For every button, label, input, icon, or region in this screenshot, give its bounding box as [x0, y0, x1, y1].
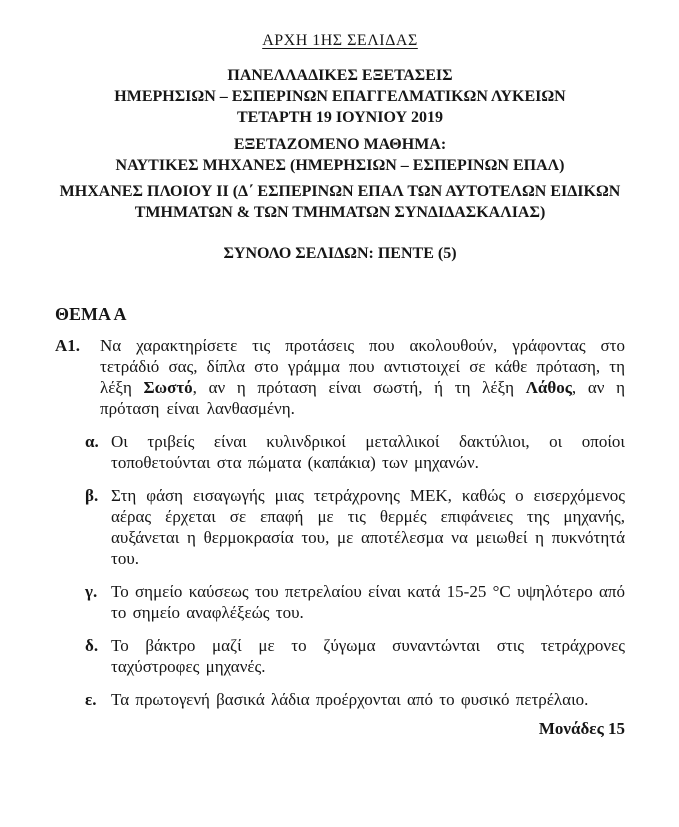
subject-label: ΕΞΕΤΑΖΟΜΕΝΟ ΜΑΘΗΜΑ:: [233, 136, 447, 153]
statement-delta-text: Το βάκτρο μαζί με το ζύγωμα συναντώνται στις τετράχρονες ταχύστροφες μηχανές.: [111, 636, 625, 676]
statement-beta: [85, 485, 625, 569]
page-start-marker: ΑΡΧΗ 1ΗΣ ΣΕΛΙΔΑΣ: [262, 32, 418, 49]
statement-gamma-text: Το σημείο καύσεως του πετρελαίου είναι κατά 15-25 °C υψηλότερο από το σημείο αναφλέξεώς του.: [111, 582, 625, 622]
question-a1-text: [100, 335, 625, 419]
exam-subject-block: [55, 134, 625, 176]
statement-epsilon-text: Τα πρωτογενή βασικά λάδια προέρχονται από το φυσικό πετρέλαιο.: [111, 690, 589, 709]
total-pages-line: ΣΥΝΟΛΟ ΣΕΛΙΔΩΝ: ΠΕΝΤΕ (5): [223, 245, 457, 262]
exam-header: [55, 65, 625, 128]
statement-beta-label: β.: [85, 486, 99, 505]
a1-text-part2: , αν η πρόταση είναι σωστή, ή τη λέξη: [192, 378, 526, 397]
subject-secondary: ΜΗΧΑΝΕΣ ΠΛΟΙΟΥ ΙΙ (Δ΄ ΕΣΠΕΡΙΝΩΝ ΕΠΑΛ ΤΩΝ ΑΥΤΟΤΕΛΩΝ ΕΙΔΙΚΩΝ ΤΜΗΜΑΤΩΝ & ΤΩΝ ΤΜΗΜΑΤΩΝ ΣΥΝΔΙΔΑΣΚΑΛΙΑΣ): [59, 183, 621, 221]
statement-alpha: [85, 431, 625, 473]
a1-bold-correct: Σωστό: [143, 378, 193, 397]
statement-beta-text: Στη φάση εισαγωγής μιας τετράχρονης ΜΕΚ, καθώς ο εισερχόμενος αέρας έρχεται σε επαφή με τις θερμές επιφάνειες της μηχανής, αυξάνεται η θερμοκρασία του, με αποτέλεσμα να μειωθεί η πυκνότητά του.: [111, 486, 625, 568]
statement-epsilon-label: ε.: [85, 690, 97, 709]
statement-alpha-text: Οι τριβείς είναι κυλινδρικοί μεταλλικοί δακτύλιοι, οι οποίοι τοποθετούνται στα πώματα (καπάκια) των μηχανών.: [111, 432, 625, 472]
theme-a-heading: ΘΕΜΑ Α: [55, 304, 127, 324]
a1-text-part1: Να χαρακτηρίσετε τις προτάσεις που ακολουθούν, γράφοντας στο τετράδιό σας, δίπλα στο γράμμα που αντιστοιχεί σε κάθε πρόταση, τη λέξη: [100, 336, 625, 397]
statement-epsilon: [85, 689, 625, 710]
exam-schools-line: ΗΜΕΡΗΣΙΩΝ – ΕΣΠΕΡΙΝΩΝ ΕΠΑΓΓΕΛΜΑΤΙΚΩΝ ΛΥΚΕΙΩΝ: [114, 88, 566, 105]
subject-primary: ΝΑΥΤΙΚΕΣ ΜΗΧΑΝΕΣ (ΗΜΕΡΗΣΙΩΝ – ΕΣΠΕΡΙΝΩΝ ΕΠΑΛ): [115, 157, 565, 174]
statement-delta-label: δ.: [85, 636, 99, 655]
question-a1-label: Α1.: [55, 336, 81, 355]
statement-gamma-label: γ.: [85, 582, 98, 601]
exam-subject-secondary-block: [55, 181, 625, 223]
question-a1: [55, 335, 625, 419]
statement-alpha-label: α.: [85, 432, 99, 451]
statement-delta: [85, 635, 625, 677]
marks-line: Μονάδες 15: [538, 719, 625, 738]
statement-gamma: [85, 581, 625, 623]
a1-bold-wrong: Λάθος: [525, 378, 572, 397]
exam-date: ΤΕΤΑΡΤΗ 19 ΙΟΥΝΙΟΥ 2019: [236, 109, 444, 126]
exam-title: ΠΑΝΕΛΛΑΔΙΚΕΣ ΕΞΕΤΑΣΕΙΣ: [227, 67, 453, 84]
a1-text-part3: , αν η πρόταση είναι λανθασμένη.: [100, 378, 625, 418]
